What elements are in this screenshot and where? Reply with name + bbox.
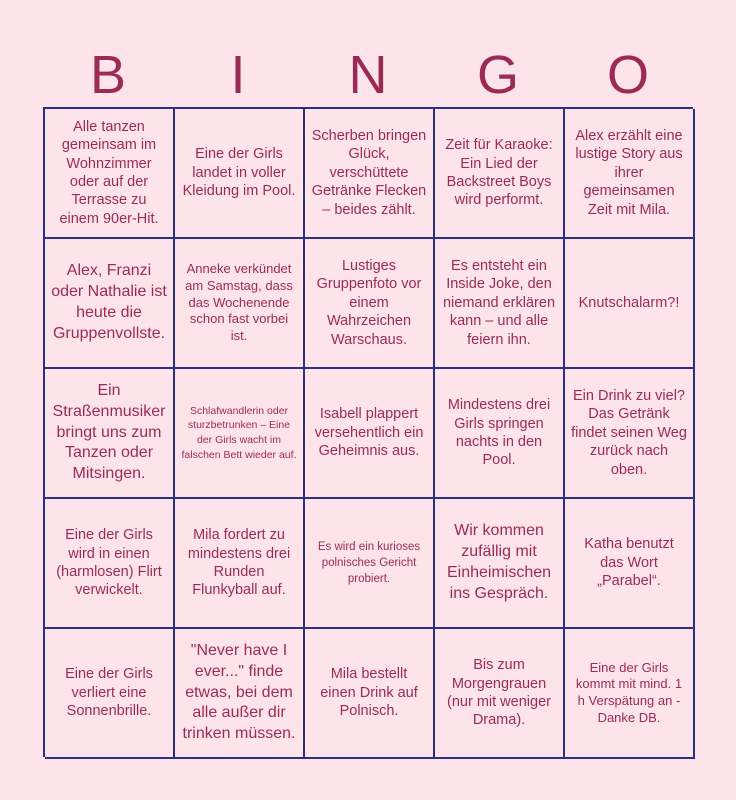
bingo-cell[interactable]: Es wird ein kurioses polnisches Gericht probiert. <box>305 499 435 629</box>
bingo-cell[interactable]: Es entsteht ein Inside Joke, den niemand erklären kann – und alle feiern ihn. <box>435 239 565 369</box>
bingo-cell[interactable]: Scherben bringen Glück, verschüttete Getränke Flecken – beides zählt. <box>305 109 435 239</box>
header-letter-b: B <box>89 45 127 105</box>
bingo-cell[interactable]: Alex erzählt eine lustige Story aus ihrer gemeinsamen Zeit mit Mila. <box>565 109 695 239</box>
bingo-cell[interactable]: Lustiges Gruppenfoto vor einem Wahrzeichen Warschaus. <box>305 239 435 369</box>
bingo-cell[interactable]: Alex, Franzi oder Nathalie ist heute die Gruppenvollste. <box>45 239 175 369</box>
bingo-cell[interactable]: "Never have I ever..." finde etwas, bei dem alle außer dir trinken müssen. <box>175 629 305 759</box>
bingo-cell[interactable]: Schlafwandlerin oder sturzbetrunken – Eine der Girls wacht im falschen Bett wieder auf. <box>175 369 305 499</box>
bingo-cell[interactable]: Eine der Girls kommt mit mind. 1 h Verspätung an - Danke DB. <box>565 629 695 759</box>
header-letter-n: N <box>348 45 388 105</box>
bingo-cell[interactable]: Eine der Girls verliert eine Sonnenbrille. <box>45 629 175 759</box>
header-letter-g: G <box>476 45 519 105</box>
bingo-cell[interactable]: Knutschalarm?! <box>565 239 695 369</box>
bingo-cell[interactable]: Ein Straßenmusiker bringt uns zum Tanzen oder Mitsingen. <box>45 369 175 499</box>
bingo-cell[interactable]: Alle tanzen gemeinsam im Wohnzimmer oder auf der Terrasse zu einem 90er-Hit. <box>45 109 175 239</box>
bingo-cell[interactable]: Zeit für Karaoke: Ein Lied der Backstreet Boys wird performt. <box>435 109 565 239</box>
bingo-cell[interactable]: Katha benutzt das Wort „Parabel“. <box>565 499 695 629</box>
bingo-cell[interactable]: Ein Drink zu viel? Das Getränk findet seinen Weg zurück nach oben. <box>565 369 695 499</box>
bingo-cell[interactable]: Mindestens drei Girls springen nachts in den Pool. <box>435 369 565 499</box>
bingo-cell[interactable]: Isabell plappert versehentlich ein Geheimnis aus. <box>305 369 435 499</box>
bingo-header <box>43 44 693 106</box>
bingo-cell[interactable]: Bis zum Morgengrauen (nur mit weniger Drama). <box>435 629 565 759</box>
bingo-cell[interactable]: Eine der Girls wird in einen (harmlosen) Flirt verwickelt. <box>45 499 175 629</box>
bingo-cell[interactable]: Mila bestellt einen Drink auf Polnisch. <box>305 629 435 759</box>
bingo-cell[interactable]: Wir kommen zufällig mit Einheimischen ins Gespräch. <box>435 499 565 629</box>
header-letter-o: O <box>606 45 649 105</box>
bingo-cell[interactable]: Eine der Girls landet in voller Kleidung im Pool. <box>175 109 305 239</box>
bingo-cell[interactable]: Mila fordert zu mindestens drei Runden Flunkyball auf. <box>175 499 305 629</box>
bingo-cell[interactable]: Anneke verkündet am Samstag, dass das Wochenende schon fast vorbei ist. <box>175 239 305 369</box>
header-letter-i: I <box>230 45 246 105</box>
bingo-board <box>43 107 693 757</box>
